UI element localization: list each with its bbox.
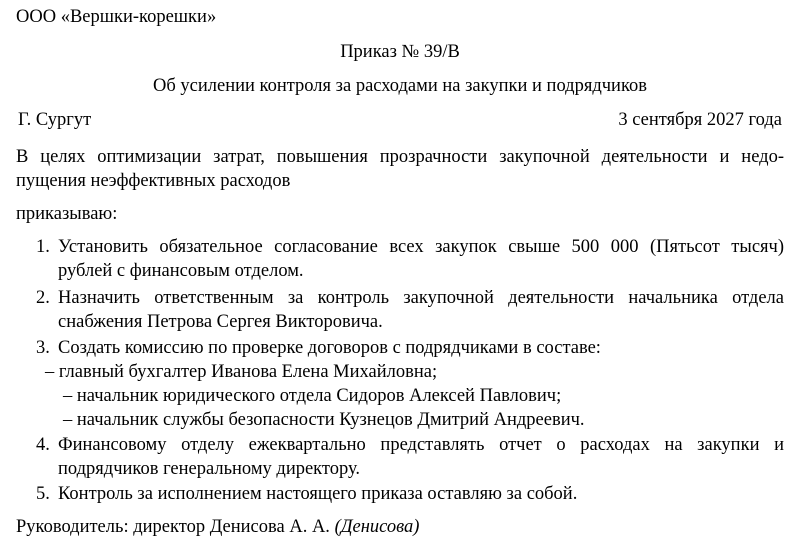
commission-member-3: – начальник службы безопасности Кузнецов Дмитрий Андреевич. bbox=[63, 410, 585, 430]
order-word: приказываю: bbox=[16, 204, 118, 224]
order-item-text bbox=[58, 235, 784, 283]
order-date: 3 сентября 2027 года bbox=[618, 110, 782, 130]
company-name: ООО «Вершки-корешки» bbox=[16, 7, 217, 27]
order-item-text bbox=[58, 482, 784, 506]
commission-member-1: – главный бухгалтер Иванова Елена Михайловна; bbox=[45, 362, 438, 382]
order-item-line-1: Контроль за исполнением настоящего приказа оставляю за собой. bbox=[58, 484, 578, 504]
order-item-line-1: Установить обязательное согласование всех закупок свыше 500 000 (Пятьсот тысяч) bbox=[58, 237, 784, 257]
order-item-line-1: Финансовому отделу ежеквартально представлять отчет о расходах на закупки и bbox=[58, 435, 784, 455]
order-item-text bbox=[58, 336, 784, 360]
order-item-line-1: Создать комиссию по проверке договоров с подрядчиками в составе: bbox=[58, 338, 601, 358]
preamble-line-2: пущения неэффективных расходов bbox=[16, 171, 291, 191]
signature-name: (Денисова) bbox=[334, 517, 420, 537]
preamble-line-1: В целях оптимизации затрат, повышения прозрачности закупочной деятельности и недо- bbox=[16, 147, 784, 167]
order-item-text bbox=[58, 286, 784, 334]
signature-label: Руководитель: директор Денисова А. А. bbox=[16, 517, 330, 537]
order-item-line-2: снабжения Петрова Сергея Викторовича. bbox=[58, 312, 383, 332]
order-item-line-1: Назначить ответственным за контроль закупочной деятельности начальника отдела bbox=[58, 288, 784, 308]
order-item-number: 4. bbox=[36, 435, 50, 455]
order-item-text bbox=[58, 433, 784, 481]
preamble bbox=[16, 145, 784, 193]
order-item-number: 1. bbox=[36, 237, 50, 257]
order-item-line-2: рублей с финансовым отделом. bbox=[58, 261, 304, 281]
order-item-line-2: подрядчиков генеральному директору. bbox=[58, 459, 361, 479]
commission-member-2: – начальник юридического отдела Сидоров Алексей Павлович; bbox=[63, 386, 562, 406]
order-title: Приказ № 39/В bbox=[340, 42, 460, 62]
order-subject: Об усилении контроля за расходами на закупки и подрядчиков bbox=[153, 76, 647, 96]
order-item-number: 2. bbox=[36, 288, 50, 308]
order-city: Г. Сургут bbox=[18, 110, 92, 130]
signature-line bbox=[16, 515, 419, 539]
order-item-number: 3. bbox=[36, 338, 50, 358]
order-item-number: 5. bbox=[36, 484, 50, 504]
